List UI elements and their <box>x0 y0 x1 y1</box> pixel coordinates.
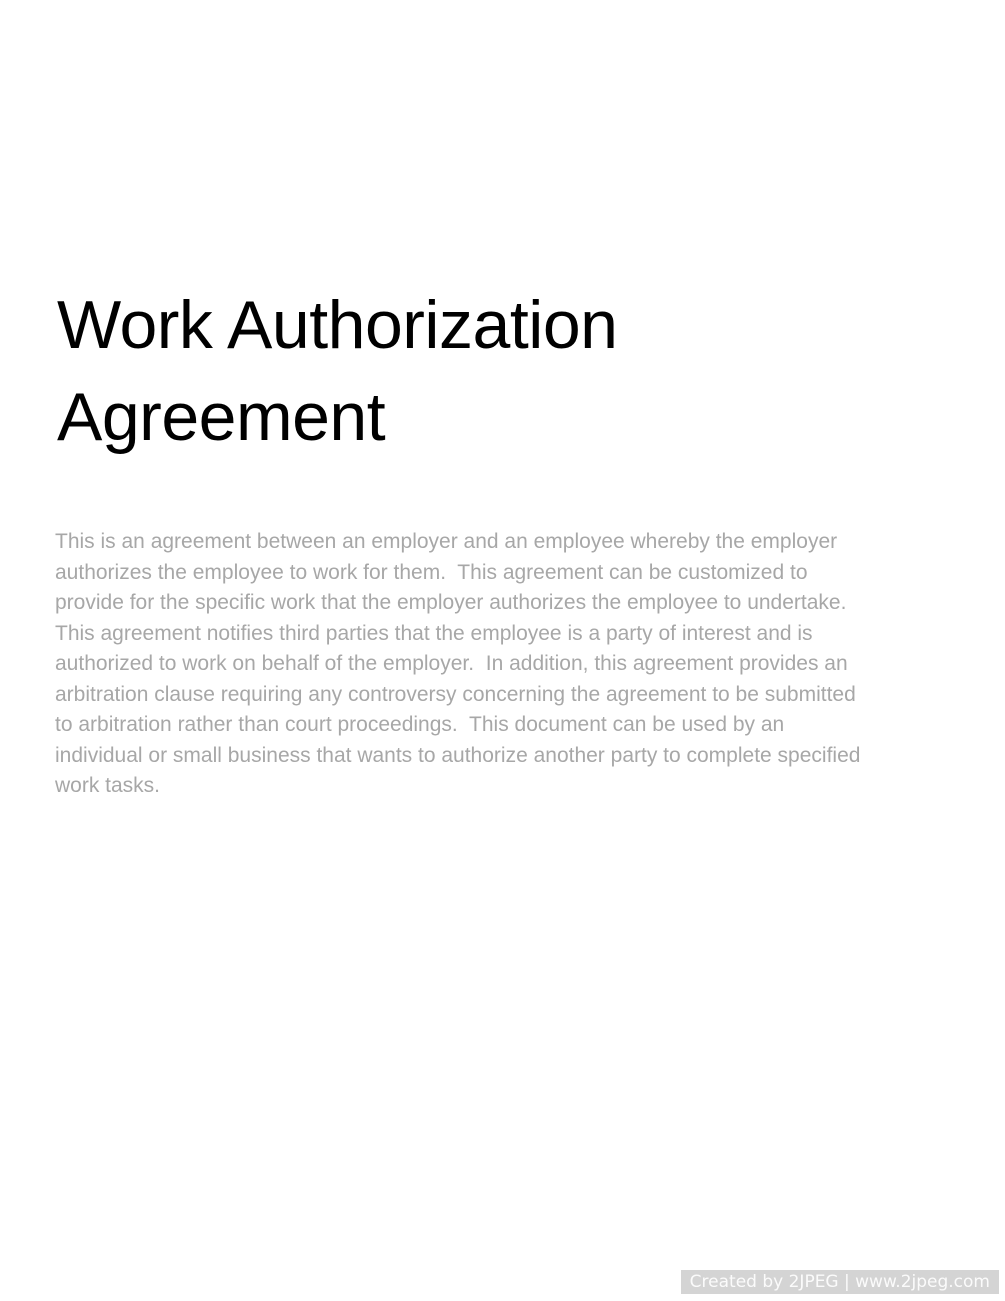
document-title: Work Authorization Agreement <box>57 287 618 455</box>
paragraph-line: authorized to work on behalf of the employer. In addition, this agreement provides an <box>55 652 848 675</box>
paragraph-line: This agreement notifies third parties that the employee is a party of interest and is <box>55 621 813 645</box>
creator-watermark: Created by 2JPEG | www.2jpeg.com <box>681 1270 999 1294</box>
paragraph-line: This is an agreement between an employer and an employee whereby the employer <box>55 530 838 553</box>
document-intro-paragraph <box>55 527 955 802</box>
paragraph-line: authorizes the employee to work for them. This agreement can be customized to <box>55 560 808 584</box>
paragraph-line: work tasks. <box>55 774 161 797</box>
paragraph-line: to arbitration rather than court proceedings. This document can be used by an <box>55 713 785 736</box>
paragraph-line: arbitration clause requiring any controversy concerning the agreement to be submitted <box>55 682 856 706</box>
paragraph-line: provide for the specific work that the employer authorizes the employee to undertake. <box>55 591 847 614</box>
paragraph-line: individual or small business that wants to authorize another party to complete specified <box>55 743 861 767</box>
